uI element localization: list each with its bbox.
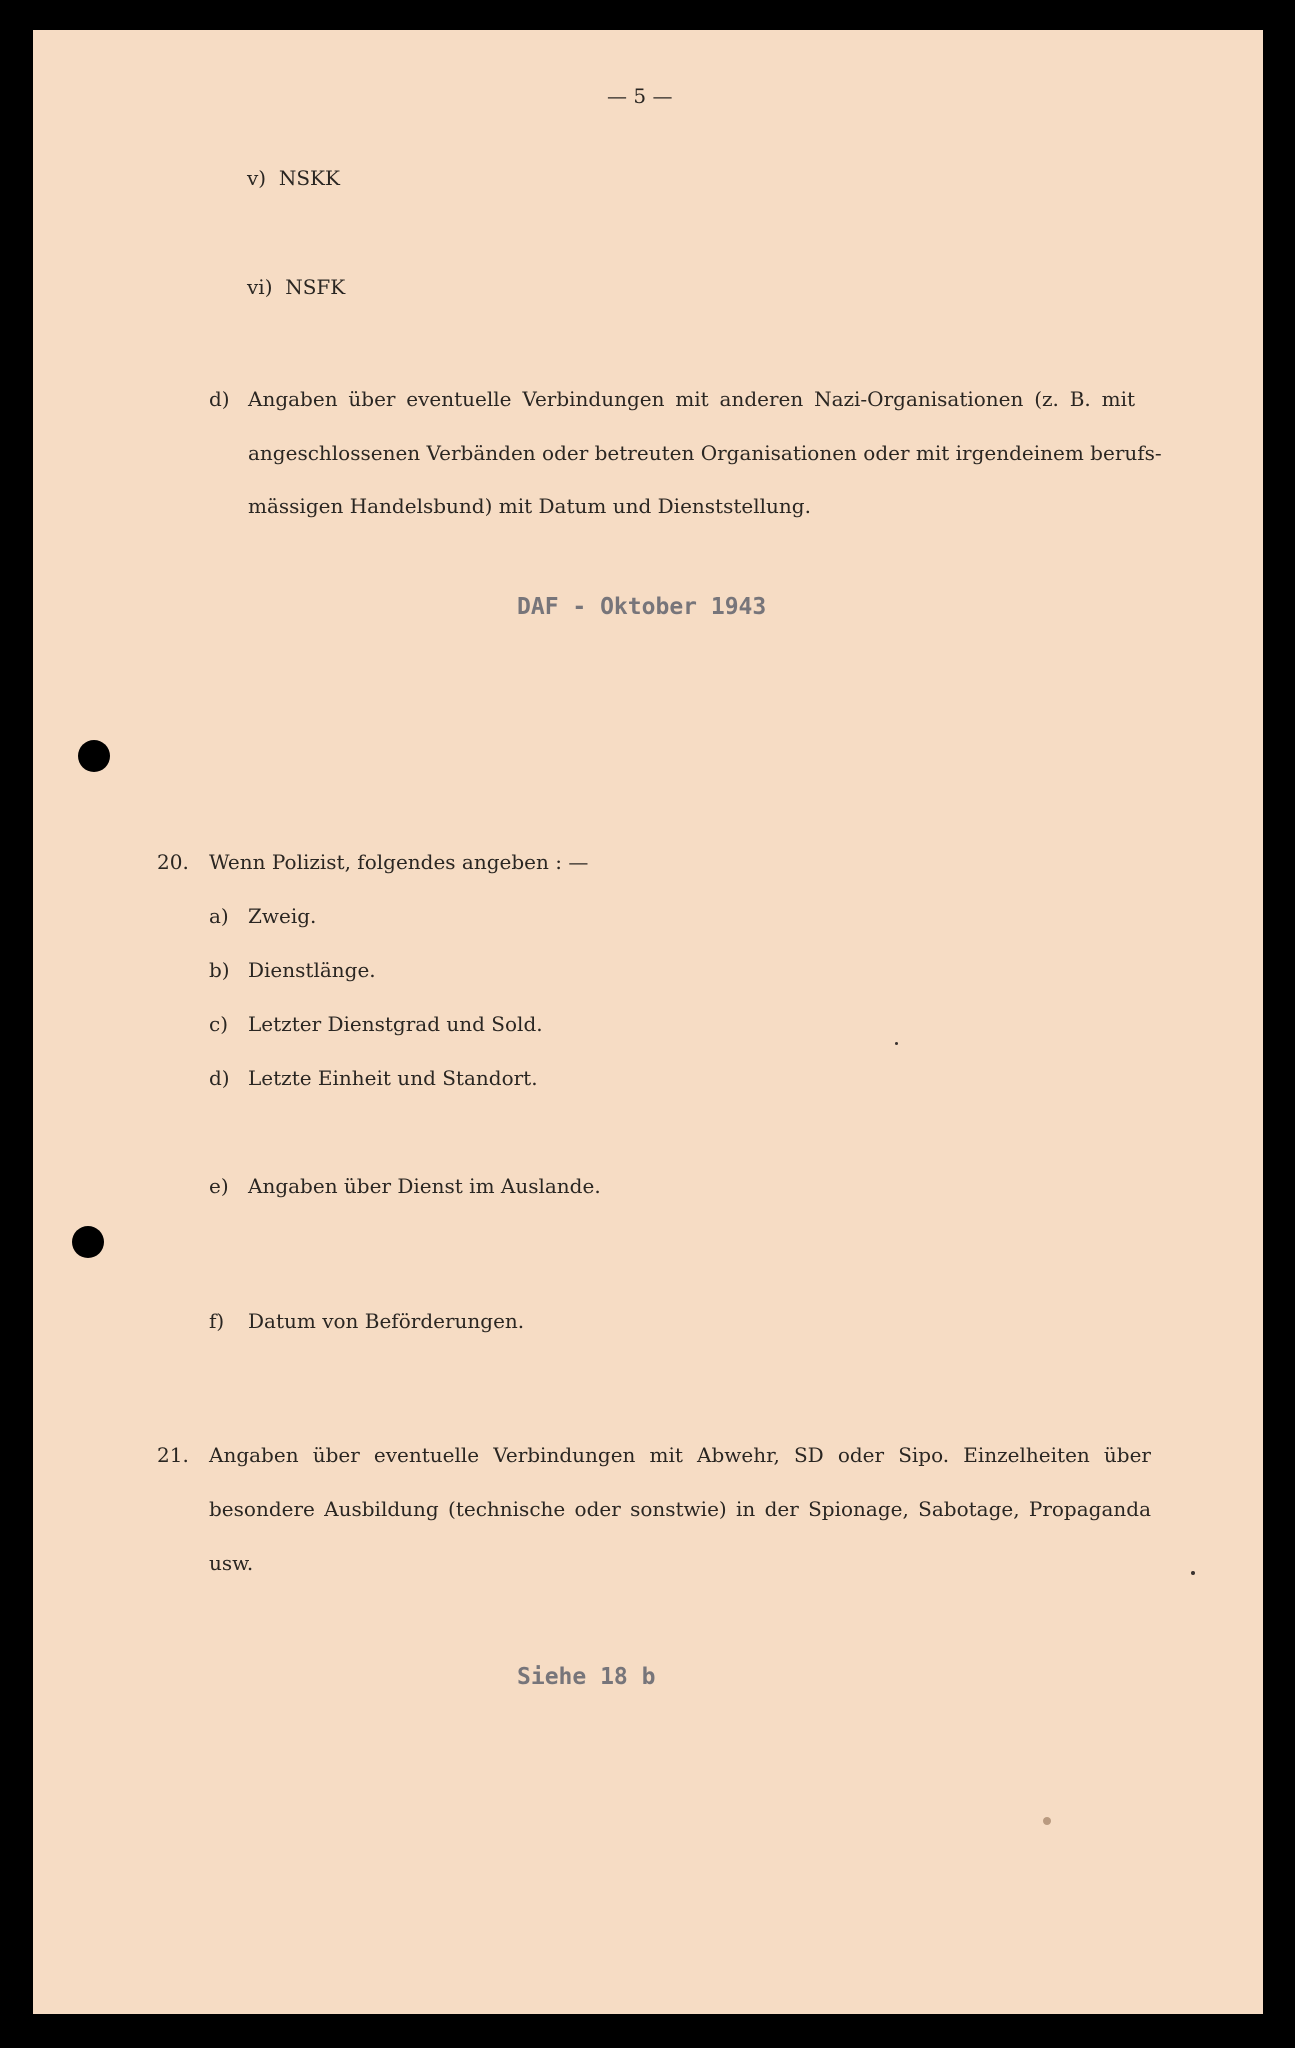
- paper-speck: [1043, 1817, 1051, 1825]
- typed-answer-daf: DAF - Oktober 1943: [517, 594, 767, 620]
- item-vi-nsfk: vi) NSFK: [247, 275, 346, 299]
- q20-number: 20.: [157, 850, 189, 874]
- q20-item-a-marker: a): [209, 904, 229, 928]
- q20-item-e-marker: e): [209, 1174, 229, 1198]
- q20-item-c-marker: c): [209, 1012, 229, 1036]
- item-v-nskk: v) NSKK: [247, 166, 340, 190]
- q21-line-2: besondere Ausbildung (technische oder sonstwie) in der Spionage, Sabotage, Propaganda: [209, 1497, 1151, 1521]
- page-number: — 5 —: [607, 84, 673, 108]
- paper-speck: [895, 1042, 898, 1045]
- q20-item-d-text: Letzte Einheit und Standort.: [248, 1066, 538, 1090]
- q21-line-1: Angaben über eventuelle Verbindungen mit Abwehr, SD oder Sipo. Einzelheiten über: [209, 1443, 1151, 1467]
- item-d-line-3: mässigen Handelsbund) mit Datum und Dienststellung.: [248, 494, 811, 518]
- q21-line-3: usw.: [209, 1551, 254, 1575]
- paper-speck: [1191, 1571, 1195, 1575]
- q20-item-a-text: Zweig.: [248, 904, 317, 928]
- typed-answer-siehe: Siehe 18 b: [517, 1664, 656, 1690]
- punch-hole-top: [78, 740, 110, 772]
- q20-item-f-text: Datum von Beförderungen.: [248, 1309, 525, 1333]
- q20-item-d-marker: d): [209, 1066, 230, 1090]
- item-d-marker: d): [209, 387, 230, 411]
- q20-item-b-marker: b): [209, 958, 230, 982]
- q20-item-f-marker: f): [209, 1309, 225, 1333]
- document-page: [33, 30, 1263, 2014]
- item-d-line-1: Angaben über eventuelle Verbindungen mit anderen Nazi-Organisationen (z. B. mit: [248, 387, 1135, 411]
- item-d-line-2: angeschlossenen Verbänden oder betreuten Organisationen oder mit irgendeinem berufs-: [248, 441, 1162, 465]
- q20-item-b-text: Dienstlänge.: [248, 958, 376, 982]
- q20-item-c-text: Letzter Dienstgrad und Sold.: [248, 1012, 543, 1036]
- q20-text: Wenn Polizist, folgendes angeben : —: [209, 850, 589, 874]
- q21-number: 21.: [157, 1443, 189, 1467]
- punch-hole-bottom: [72, 1226, 104, 1258]
- q20-item-e-text: Angaben über Dienst im Auslande.: [248, 1174, 601, 1198]
